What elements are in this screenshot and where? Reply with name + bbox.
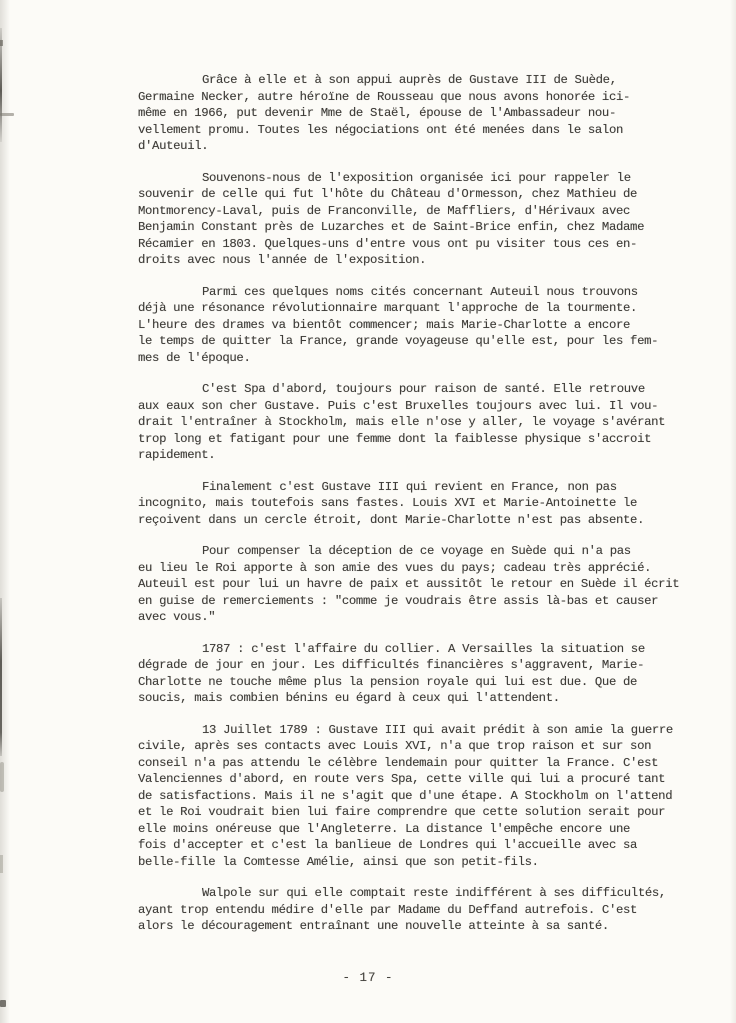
text-line: Finalement c'est Gustave III qui revient en France, non pas bbox=[202, 479, 617, 494]
paragraph bbox=[138, 72, 686, 155]
text-line: souvenir de celle qui fut l'hôte du Château d'Ormesson, chez Mathieu de bbox=[138, 187, 638, 201]
text-line: belle-fille la Comtesse Amélie, ainsi que son petit-fils. bbox=[138, 854, 539, 869]
paragraph bbox=[138, 722, 686, 871]
text-block bbox=[138, 72, 686, 935]
text-line: en guise de remerciements : "comme je voudrais être assis là-bas et causer bbox=[138, 593, 659, 608]
scan-edge-shadow-left bbox=[0, 0, 10, 1023]
text-line: C'est Spa d'abord, toujours pour raison de santé. Elle retrouve bbox=[202, 382, 645, 396]
scan-artifact bbox=[0, 598, 2, 756]
paragraph bbox=[138, 885, 686, 935]
text-line: rapidement. bbox=[138, 448, 216, 462]
scan-edge-shadow-right bbox=[730, 0, 736, 1023]
text-line: et le Roi voudrait bien lui faire comprendre que cette solution serait pour bbox=[138, 805, 666, 819]
text-line: ayant trop entendu médire d'elle par Madame du Deffand autrefois. C'est bbox=[138, 902, 638, 917]
text-line: soucis, mais combien bénins eu égard à ceux qui l'attendent. bbox=[138, 691, 560, 705]
text-line: civile, après ses contacts avec Louis XVI, n'a que trop raison et sur son bbox=[138, 739, 652, 753]
text-line: Auteuil est pour lui un havre de paix et aussitôt le retour en Suède il écrit bbox=[138, 577, 680, 591]
text-line: Parmi ces quelques noms cités concernant Auteuil nous trouvons bbox=[202, 284, 638, 299]
text-line: le temps de quitter la France, grande voyageuse qu'elle est, pour les fem- bbox=[138, 334, 659, 348]
text-line: mes de l'époque. bbox=[138, 350, 251, 365]
text-line: 1787 : c'est l'affaire du collier. A Versailles la situation se bbox=[202, 641, 645, 656]
scan-artifact bbox=[0, 113, 14, 116]
scan-artifact bbox=[0, 28, 2, 142]
text-line: L'heure des drames va bientôt commencer; mais Marie-Charlotte a encore bbox=[138, 317, 631, 332]
text-line: Germaine Necker, autre héroïne de Rousseau que nous avons honorée ici- bbox=[138, 89, 631, 104]
text-line: de satisfactions. Mais il ne s'agit que d'une étape. A Stockholm on l'attend bbox=[138, 788, 673, 803]
scan-artifact bbox=[0, 40, 3, 46]
text-line: Benjamin Constant près de Luzarches et de Saint-Brice enfin, chez Madame bbox=[138, 220, 645, 234]
text-line: reçoivent dans un cercle étroit, dont Marie-Charlotte n'est pas absente. bbox=[138, 512, 645, 527]
text-line: Valenciennes d'abord, en route vers Spa, cette ville qui lui a procuré tant bbox=[138, 772, 666, 786]
text-line: Récamier en 1803. Quelques-uns d'entre vous ont pu visiter tous ces en- bbox=[138, 236, 638, 251]
text-line: Charlotte ne touche même plus la pension royale qui lui est due. Que de bbox=[138, 674, 638, 689]
paragraph bbox=[138, 381, 686, 464]
paragraph bbox=[138, 641, 686, 707]
paragraph bbox=[138, 284, 686, 367]
text-line: trop long et fatigant pour une femme dont la faiblesse physique s'accroit bbox=[138, 431, 652, 446]
text-line: même en 1966, put devenir Mme de Staël, épouse de l'Ambassadeur nou- bbox=[138, 106, 616, 120]
text-line: Walpole sur qui elle comptait reste indifférent à ses difficultés, bbox=[202, 886, 666, 900]
page-number: - 17 - bbox=[342, 971, 394, 985]
text-line: eu lieu le Roi apporte à son amie des vues du pays; cadeau très apprécié. bbox=[138, 560, 652, 575]
scan-artifact bbox=[0, 762, 4, 792]
text-line: déjà une résonance révolutionnaire marquant l'approche de la tourmente. bbox=[138, 301, 638, 315]
scan-artifact bbox=[0, 855, 3, 873]
scan-artifact bbox=[0, 1000, 6, 1007]
text-line: 13 Juillet 1789 : Gustave III qui avait prédit à son amie la guerre bbox=[202, 722, 673, 737]
text-line: incognito, mais toutefois sans fastes. Louis XVI et Marie-Antoinette le bbox=[138, 496, 638, 510]
text-line: Souvenons-nous de l'exposition organisée ici pour rappeler le bbox=[202, 170, 631, 185]
paragraph bbox=[138, 479, 686, 529]
text-line: drait l'entraîner à Stockholm, mais elle n'ose y aller, le voyage s'avérant bbox=[138, 415, 666, 429]
paragraph bbox=[138, 543, 686, 626]
text-line: dégrade de jour en jour. Les difficultés financières s'aggravent, Marie- bbox=[138, 658, 645, 672]
text-line: aux eaux son cher Gustave. Puis c'est Bruxelles toujours avec lui. Il vou- bbox=[138, 398, 659, 413]
text-line: elle moins onéreuse que l'Angleterre. La distance l'empêche encore une bbox=[138, 821, 631, 836]
text-line: vellement promu. Toutes les négociations ont été menées dans le salon bbox=[138, 122, 624, 137]
paragraph bbox=[138, 170, 686, 269]
text-line: Grâce à elle et à son appui auprès de Gustave III de Suède, bbox=[202, 73, 617, 87]
text-line: d'Auteuil. bbox=[138, 139, 209, 153]
text-line: droits avec nous l'année de l'exposition. bbox=[138, 253, 427, 267]
text-line: fois d'accepter et c'est la banlieue de Londres qui l'accueille avec sa bbox=[138, 838, 638, 852]
text-line: conseil n'a pas attendu le célèbre lendemain pour quitter la France. C'est bbox=[138, 755, 659, 770]
text-line: Pour compenser la déception de ce voyage en Suède qui n'a pas bbox=[202, 544, 631, 558]
text-line: avec vous." bbox=[138, 610, 216, 624]
text-line: Montmorency-Laval, puis de Franconville, de Maffliers, d'Hérivaux avec bbox=[138, 203, 631, 218]
text-line: alors le découragement entraînant une nouvelle atteinte à sa santé. bbox=[138, 919, 609, 933]
